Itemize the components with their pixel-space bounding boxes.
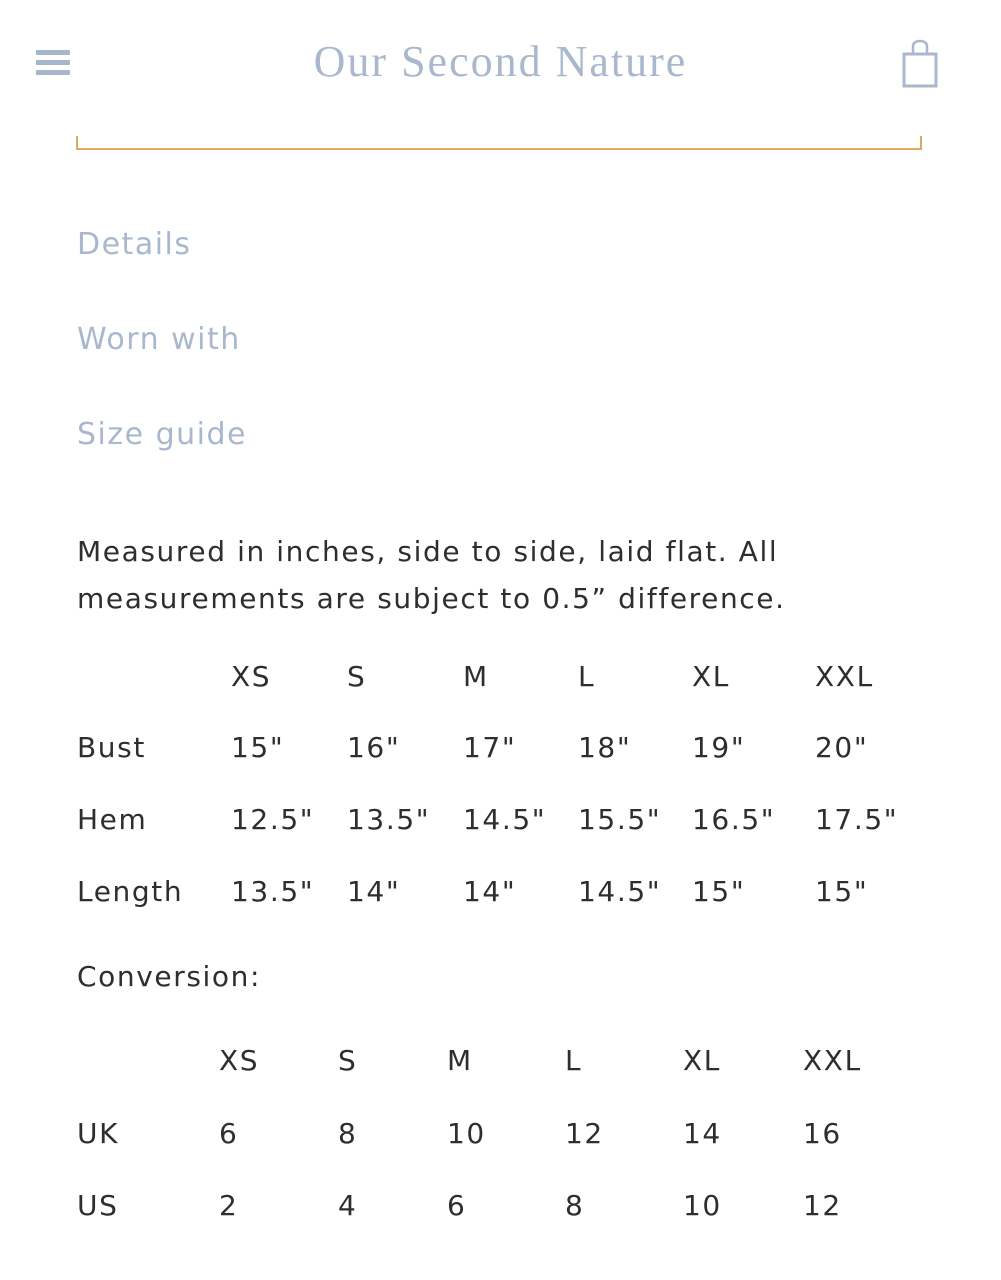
- tab-details[interactable]: Details: [77, 227, 192, 262]
- conversion-cell: 8: [565, 1189, 585, 1222]
- conversion-cell: 14: [683, 1117, 722, 1150]
- measurement-cell: 15.5": [578, 803, 662, 836]
- conversion-cell: 10: [683, 1189, 722, 1222]
- section-divider: [76, 136, 922, 150]
- conversion-cell: 6: [447, 1189, 467, 1222]
- size-column-header: S: [347, 660, 367, 693]
- measurement-cell: 19": [692, 731, 746, 764]
- measurement-cell: 16.5": [692, 803, 776, 836]
- conversion-title: Conversion:: [77, 960, 262, 993]
- conversion-column-header: XS: [219, 1044, 260, 1077]
- conversion-cell: 6: [219, 1117, 239, 1150]
- measurement-cell: 13.5": [347, 803, 431, 836]
- measurement-cell: 14.5": [463, 803, 547, 836]
- conversion-row-label: UK: [77, 1117, 120, 1150]
- measurement-row-label: Hem: [77, 803, 148, 836]
- conversion-cell: 10: [447, 1117, 486, 1150]
- measurement-cell: 15": [231, 731, 285, 764]
- conversion-cell: 16: [803, 1117, 842, 1150]
- conversion-cell: 12: [803, 1189, 842, 1222]
- measurement-cell: 17.5": [815, 803, 899, 836]
- size-column-header: M: [463, 660, 489, 693]
- header: [0, 0, 1001, 120]
- size-column-header: L: [578, 660, 596, 693]
- measurement-cell: 20": [815, 731, 869, 764]
- measurement-cell: 15": [815, 875, 869, 908]
- conversion-cell: 12: [565, 1117, 604, 1150]
- conversion-column-header: M: [447, 1044, 473, 1077]
- measurement-cell: 14.5": [578, 875, 662, 908]
- measurement-cell: 18": [578, 731, 632, 764]
- conversion-column-header: S: [338, 1044, 358, 1077]
- measurement-cell: 12.5": [231, 803, 315, 836]
- conversion-row-label: US: [77, 1189, 119, 1222]
- conversion-cell: 4: [338, 1189, 358, 1222]
- size-column-header: XS: [231, 660, 272, 693]
- tab-worn-with[interactable]: Worn with: [77, 322, 241, 357]
- conversion-column-header: XL: [683, 1044, 721, 1077]
- conversion-column-header: XXL: [803, 1044, 862, 1077]
- size-column-header: XXL: [815, 660, 874, 693]
- size-column-header: XL: [692, 660, 730, 693]
- brand-logo[interactable]: Our Second Nature: [313, 37, 688, 86]
- measurement-row-label: Length: [77, 875, 184, 908]
- measurement-cell: 14": [463, 875, 517, 908]
- measurement-row-label: Bust: [77, 731, 146, 764]
- measurement-cell: 13.5": [231, 875, 315, 908]
- measurement-cell: 14": [347, 875, 401, 908]
- measurement-cell: 17": [463, 731, 517, 764]
- conversion-cell: 2: [219, 1189, 239, 1222]
- conversion-column-header: L: [565, 1044, 583, 1077]
- conversion-cell: 8: [338, 1117, 358, 1150]
- tab-size-guide[interactable]: Size guide: [77, 417, 248, 452]
- measurement-cell: 16": [347, 731, 401, 764]
- measurement-cell: 15": [692, 875, 746, 908]
- size-guide-intro: Measured in inches, side to side, laid flat. All measurements are subject to 0.5” difference.: [77, 535, 786, 615]
- shopping-bag-icon[interactable]: [900, 38, 940, 90]
